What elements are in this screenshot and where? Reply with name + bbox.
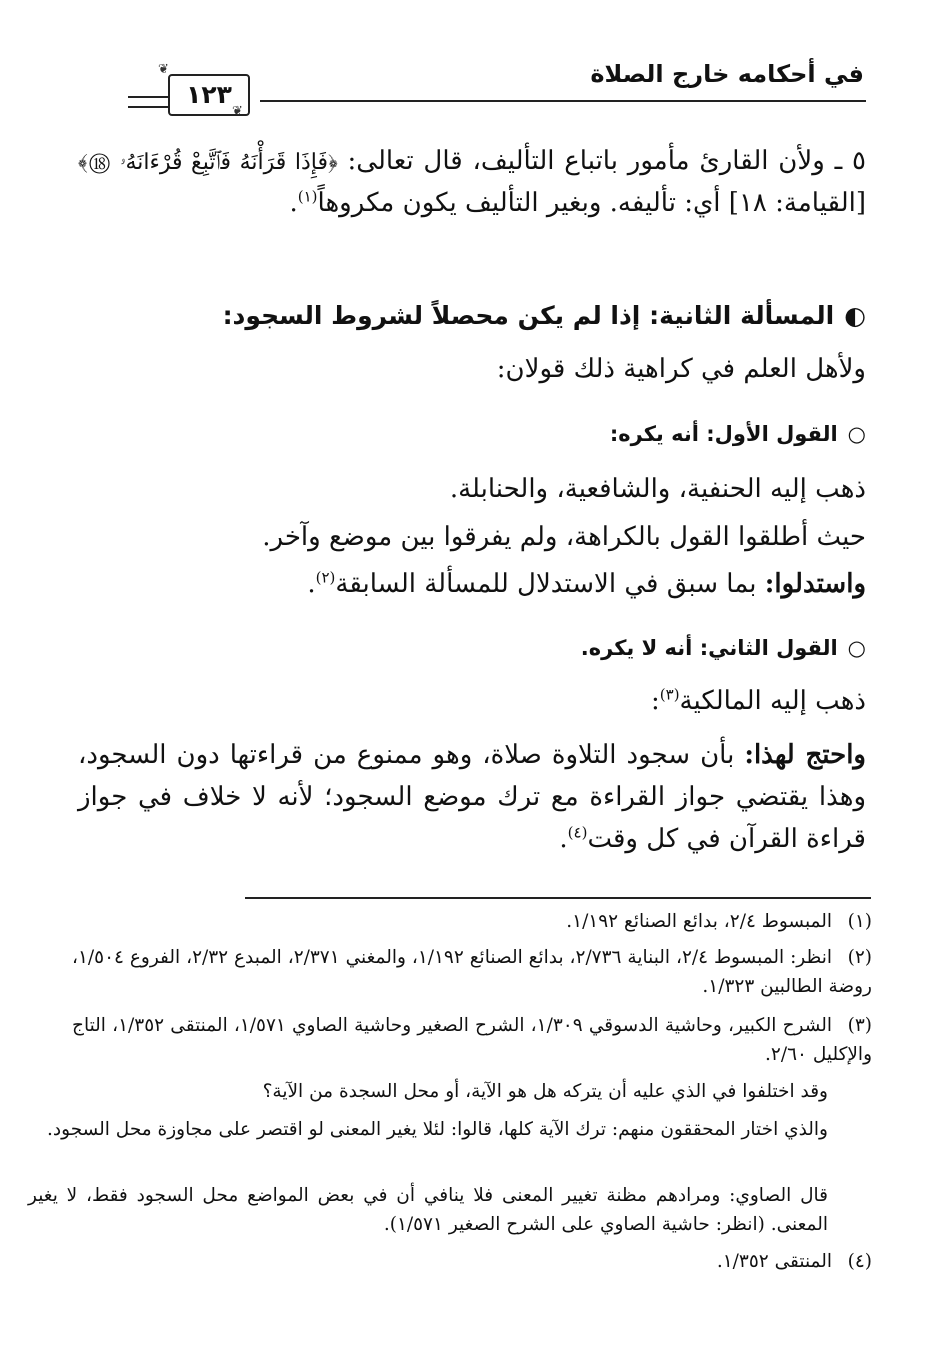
- point-5-text-continued: [القيامة: ١٨] أي: تأليفه. وبغير التأليف يكون مكروهاً: [317, 188, 866, 219]
- opinion-2-text: ذهب إليه المالكية: [679, 686, 866, 716]
- point-5-text: ٥ ـ ولأن القارئ مأمور باتباع التأليف، قال تعالى:: [337, 146, 867, 176]
- opinion-2-line-1: [78, 680, 866, 722]
- circle-bullet-icon: ○: [847, 422, 866, 446]
- subheading-opinion-1: [66, 422, 866, 446]
- evidence-label: واستدلوا:: [764, 569, 866, 599]
- quran-verse: ﴿فَإِذَا قَرَأْنَهُ فَٱتَّبِعْ قُرْءَانَهُۥ ⑱﴾: [78, 150, 338, 175]
- footnote-1: [72, 908, 872, 937]
- footnote-separator: [245, 897, 871, 899]
- footnote-text: المبسوط ٢/٤، بدائع الصنائع ١/١٩٢.: [566, 911, 832, 932]
- section-marker-icon: ◐: [844, 301, 866, 330]
- footnote-ref: (٢): [315, 568, 336, 587]
- footnote-ref: (٣): [659, 685, 680, 704]
- page-number-double-rule: [128, 96, 168, 108]
- footnote-number: (١): [847, 911, 872, 932]
- footnote-2: [72, 944, 872, 1001]
- issue-2-intro: ولأهل العلم في كراهية ذلك قولان:: [496, 354, 866, 384]
- section-heading: [66, 298, 866, 333]
- section-heading-text: المسألة الثانية: إذا لم يكن محصلاً لشروط السجود:: [222, 301, 835, 330]
- footnote-number: (٢): [847, 947, 872, 968]
- punctuation: :: [651, 686, 660, 716]
- header-rule: [260, 100, 866, 102]
- opinion-1-line-1: ذهب إليه الحنفية، والشافعية، والحنابلة.: [449, 474, 866, 504]
- footnote-number: (٣): [847, 1015, 873, 1036]
- subheading-opinion-2: [66, 636, 866, 660]
- punctuation: .: [559, 824, 568, 855]
- subheading-text: القول الثاني: أنه لا يكره.: [580, 636, 838, 660]
- ornament-icon: ❦: [232, 104, 243, 119]
- opinion-1-line-2: حيث أطلقوا القول بالكراهة، ولم يفرقوا بين موضع وآخر.: [262, 522, 866, 552]
- footnote-text: الشرح الكبير، وحاشية الدسوقي ١/٣٠٩، الشرح الصغير وحاشية الصاوي ١/٥٧١، المنتقى ١/٣٥٢، التاج والإكليل ٢/٦٠.: [72, 1015, 872, 1065]
- footnote-3: [72, 1012, 872, 1069]
- page-number: ١٢٣: [168, 74, 250, 116]
- ornament-icon: ❦: [158, 62, 169, 77]
- footnote-text: المنتقى ١/٣٥٢.: [716, 1251, 832, 1272]
- argument-label: واحتج لهذا:: [744, 740, 866, 770]
- subheading-text: القول الأول: أنه يكره:: [609, 422, 838, 446]
- footnote-4: [72, 1248, 872, 1277]
- argument-text: بأن سجود التلاوة صلاة، وهو ممنوع من قراءتها دون السجود، وهذا يقتضي جواز القراءة مع ترك موضع السجود؛ لأنه لا خلاف في جواز قراءة القرآن في كل وقت: [78, 740, 866, 855]
- opinion-2-argument: [78, 734, 866, 860]
- footnote-ref: (١): [297, 187, 318, 206]
- footnote-3-note-3: قال الصاوي: ومرادهم مظنة تغيير المعنى فلا ينافي أن في بعض المواضع محل السجود فقط، لا يغير المعنى. (انظر: حاشية الصاوي على الشرح الصغير ١/٥٧١).: [28, 1185, 828, 1235]
- running-header-title: في أحكامه خارج الصلاة: [590, 60, 864, 88]
- evidence-text: بما سبق في الاستدلال للمسألة السابقة: [335, 569, 765, 599]
- footnote-3-note-2: والذي اختار المحققون منهم: ترك الآية كلها، قالوا: لئلا يغير المعنى لو اقتصر على مجاوزة محل السجود.: [47, 1119, 828, 1140]
- opinion-1-evidence: [78, 563, 866, 605]
- footnote-ref: (٤): [567, 823, 588, 842]
- footnote-number: (٤): [847, 1251, 872, 1272]
- point-5-paragraph: [78, 140, 866, 224]
- circle-bullet-icon: ○: [847, 636, 866, 660]
- footnote-3-note-1: وقد اختلفوا في الذي عليه أن يتركه هل هو الآية، أو محل السجدة من الآية؟: [262, 1081, 828, 1102]
- punctuation: .: [289, 188, 298, 219]
- punctuation: .: [307, 569, 316, 599]
- footnote-text: انظر: المبسوط ٢/٤، البناية ٢/٧٣٦، بدائع الصنائع ١/١٩٢، والمغني ٢/٣٧١، المبدع ٢/٣٢، الفروع ١/٥٠٤، روضة الطالبين ١/٣٢٣.: [72, 947, 872, 997]
